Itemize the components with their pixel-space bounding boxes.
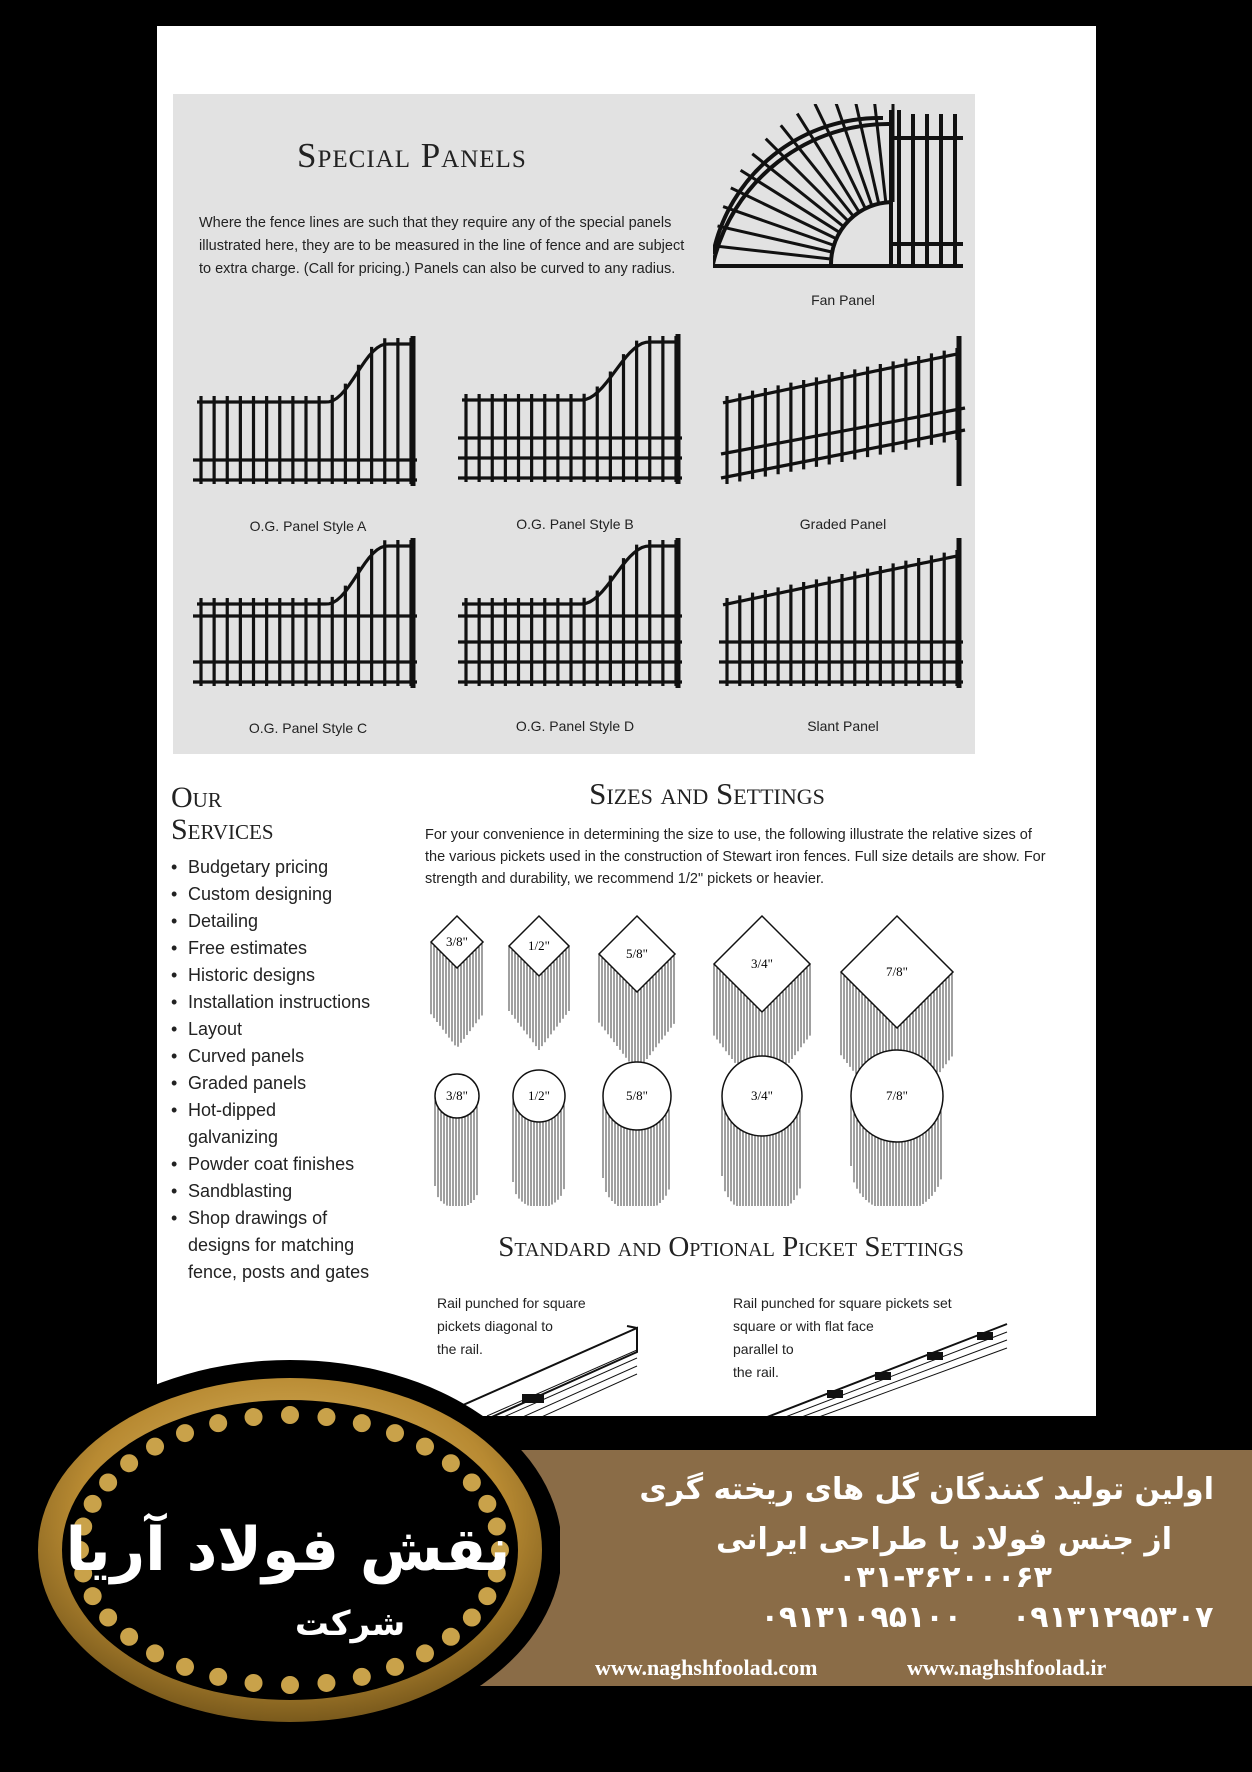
- caption-og-panel-style-c: O.G. Panel Style C: [248, 720, 368, 736]
- square-picket: [599, 916, 675, 1071]
- special-panels-section: [173, 94, 975, 754]
- banner-mobile-1: ۰۹۱۳۱۲۹۵۳۰۷: [1012, 1600, 1214, 1635]
- setting-text-line: Rail punched for square: [437, 1295, 586, 1311]
- service-item: • Layout: [171, 1016, 371, 1043]
- banner-mobile-2: ۰۹۱۳۱۰۹۵۱۰۰: [760, 1600, 962, 1635]
- setting-text-line: parallel to: [733, 1341, 794, 1357]
- services-list: [171, 854, 371, 1286]
- service-item: • Curved panels: [171, 1043, 371, 1070]
- service-item: • Historic designs: [171, 962, 371, 989]
- services-section: [171, 782, 371, 1286]
- caption-slant-panel: Slant Panel: [807, 718, 879, 734]
- service-item: • Hot-dipped galvanizing: [171, 1097, 371, 1151]
- caption-fan-panel: Fan Panel: [811, 292, 875, 308]
- banner-slogan-line1: اولین تولید کنندگان گل های ریخته گری: [639, 1472, 1214, 1507]
- og-panel-style-b-illustration: [458, 330, 688, 500]
- logo-text-main: نقش فولاد آریا: [65, 1515, 511, 1585]
- banner-website-ir[interactable]: www.naghshfoolad.ir: [907, 1655, 1107, 1680]
- settings-title: Standard and Optional Picket Settings: [498, 1231, 964, 1263]
- banner-phone: ۰۳۱-۳۶۲۰۰۰۶۳: [838, 1560, 1052, 1595]
- og-panel-style-a-illustration: [193, 332, 423, 502]
- round-picket: [722, 1056, 802, 1206]
- service-item: • Shop drawings of designs for matching fence, posts and gates: [171, 1205, 371, 1286]
- service-item: • Custom designing: [171, 881, 371, 908]
- sizes-description: For your convenience in determining the size to use, the following illustrate the relative sizes of the various pickets used in the construction of Stewart iron fences. Full size details are show. For strength and durability, we recommend 1/2" pickets or heavier.: [425, 827, 1046, 887]
- square-picket: [509, 916, 569, 1050]
- setting-text-line: pickets diagonal to: [437, 1318, 553, 1334]
- service-item: • Sandblasting: [171, 1178, 371, 1205]
- square-picket-label: 3/4": [751, 956, 773, 971]
- og-panel-style-c-illustration: [193, 534, 423, 704]
- services-title-line1: Our: [171, 781, 222, 814]
- round-picket-label: 3/4": [751, 1088, 773, 1103]
- picket-sizes-illustration: [427, 896, 1067, 1206]
- square-picket: [431, 916, 483, 1047]
- fan-panel-illustration: [713, 104, 963, 284]
- service-item: • Detailing: [171, 908, 371, 935]
- caption-og-panel-style-b: O.G. Panel Style B: [516, 516, 634, 532]
- caption-graded-panel: Graded Panel: [799, 516, 887, 532]
- special-panels-description: Where the fence lines are such that they require any of the special panels illustrated here, they are to be measured in the line of fence and are subject to extra charge. (Call for pricing.) Panels can also be curved to any radius.: [199, 215, 685, 277]
- service-item: • Installation instructions: [171, 989, 371, 1016]
- square-picket-label: 1/2": [528, 938, 550, 953]
- sizes-title: Sizes and Settings: [589, 776, 825, 811]
- caption-og-panel-style-a: O.G. Panel Style A: [249, 518, 367, 534]
- caption-og-panel-style-d: O.G. Panel Style D: [515, 718, 635, 734]
- service-item: • Budgetary pricing: [171, 854, 371, 881]
- slant-panel-illustration: [719, 534, 969, 704]
- setting-text-line: square or with flat face: [733, 1318, 874, 1334]
- graded-panel-illustration: [719, 332, 969, 502]
- service-item: • Powder coat finishes: [171, 1151, 371, 1178]
- round-picket: [851, 1050, 943, 1206]
- round-picket: [435, 1074, 479, 1206]
- contact-banner: [455, 1450, 1252, 1686]
- service-item: • Free estimates: [171, 935, 371, 962]
- og-panel-style-d-illustration: [458, 534, 688, 704]
- round-picket-label: 1/2": [528, 1088, 550, 1103]
- catalog-page: [157, 26, 1096, 1416]
- banner-website-com[interactable]: www.naghshfoolad.com: [595, 1655, 818, 1680]
- round-picket-label: 5/8": [626, 1088, 648, 1103]
- square-picket-label: 5/8": [626, 946, 648, 961]
- round-picket-label: 7/8": [886, 1088, 908, 1103]
- square-picket-label: 3/8": [446, 934, 468, 949]
- round-picket-label: 3/8": [446, 1088, 468, 1103]
- round-picket: [513, 1070, 565, 1206]
- service-item: • Graded panels: [171, 1070, 371, 1097]
- banner-slogan-line2: از جنس فولاد با طراحی ایرانی: [715, 1522, 1172, 1557]
- square-picket-label: 7/8": [886, 964, 908, 979]
- logo-text-sub: شرکت: [294, 1604, 406, 1644]
- special-panels-title: Special Panels: [297, 136, 527, 175]
- round-picket: [603, 1062, 671, 1206]
- company-logo: [0, 1345, 560, 1745]
- setting-text-line: the rail.: [733, 1364, 779, 1380]
- services-title-line2: Services: [171, 813, 274, 846]
- setting-text-line: Rail punched for square pickets set: [733, 1295, 952, 1311]
- setting-text-line: the rail.: [437, 1341, 483, 1357]
